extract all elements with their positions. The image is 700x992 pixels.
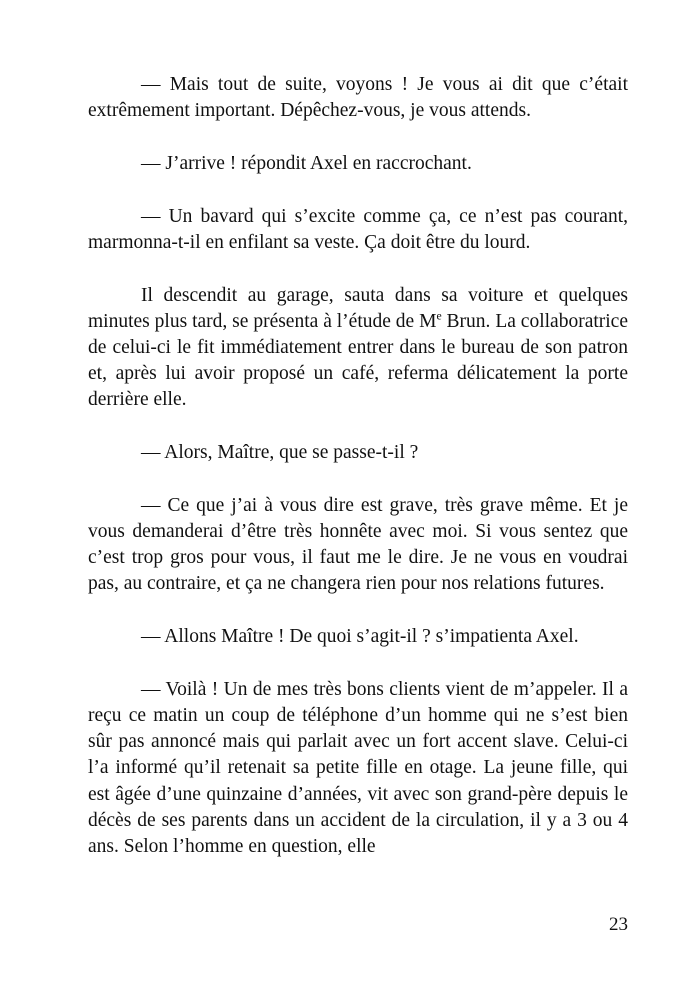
- paragraph-2: — J’arrive ! répondit Axel en raccrochant.: [141, 152, 472, 174]
- paragraph-4-before: Il descendit au garage, sauta dans sa voiture et quelques minutes plus tard, se présenta à l’étude de M: [88, 284, 628, 332]
- maitre-superscript: e: [436, 309, 442, 323]
- paragraph-4: [88, 283, 628, 414]
- paragraph-3: — Un bavard qui s’excite comme ça, ce n’est pas courant, marmonna-t-il en enfilant sa veste. Ça doit être du lourd.: [88, 205, 628, 253]
- paragraph-7: — Allons Maître ! De quoi s’agit-il ? s’impatienta Axel.: [141, 626, 579, 648]
- page-text: [88, 72, 628, 860]
- page-number: 23: [609, 914, 628, 935]
- paragraph-5: — Alors, Maître, que se passe-t-il ?: [141, 442, 419, 464]
- paragraph-6: — Ce que j’ai à vous dire est grave, très grave même. Et je vous demanderai d’être très honnête avec moi. Si vous sentez que c’est trop gros pour vous, il faut me le dire. Je ne vous en voudrai pas, au contraire, et ça ne changera rien pour nos relations futures.: [88, 494, 628, 595]
- paragraph-8: — Voilà ! Un de mes très bons clients vient de m’appeler. Il a reçu ce matin un coup de téléphone d’un homme qui ne s’est bien sûr pas annoncé mais qui parlait avec un fort accent slave. Celui-ci l’a informé qu’il retenait sa petite fille en otage. La jeune fille, qui est âgée d’une quinzaine d’années, vit avec son grand-père depuis le décès de ses parents dans un accident de la circulation, il y a 3 ou 4 ans. Selon l’homme en question, elle: [88, 678, 628, 857]
- paragraph-1: — Mais tout de suite, voyons ! Je vous ai dit que c’était extrêmement important. Dépêchez-vous, je vous attends.: [88, 74, 628, 122]
- paragraph-4-after: Brun. La collaboratrice de celui-ci le fit immédiatement entrer dans le bureau de son patron et, après lui avoir proposé un café, referma délicatement la porte derrière elle.: [88, 310, 628, 411]
